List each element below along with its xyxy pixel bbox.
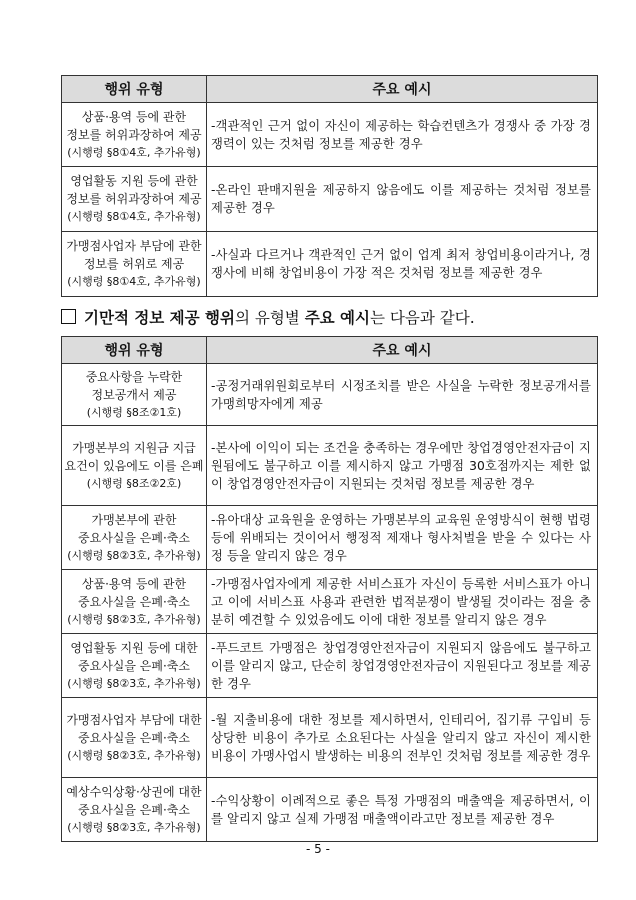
- example-cell: -사실과 다르거나 객관적인 근거 없이 업계 최저 창업비용이라거나, 경쟁사에 비해 창업비용이 가장 적은 것처럼 정보를 제공한 경우: [207, 232, 598, 297]
- type-cell: [62, 778, 207, 842]
- header-type: 행위 유형: [62, 337, 207, 364]
- type-line: 상품·용역 등에 관한: [81, 576, 187, 591]
- type-line: 가맹본부의 지원금 지급: [72, 440, 196, 455]
- type-ref: (시행령 §8①4호, 추가유형): [67, 210, 201, 223]
- type-ref: (시행령 §8②3호, 추가유형): [67, 612, 201, 626]
- type-ref: (시행령 §8①4호, 추가유형): [67, 275, 201, 288]
- heading-text-2: 는 다음과 같다.: [370, 309, 475, 327]
- example-cell: -유아대상 교육원을 운영하는 가맹본부의 교육원 운영방식이 현행 법령 등에 위배되는 것이어서 행정적 제재나 형사처벌을 받을 수 있다는 사정 등을 알리지 않은 경우: [207, 506, 598, 570]
- type-line: 중요사실을 은폐·축소: [78, 730, 190, 745]
- type-cell: [62, 364, 207, 426]
- type-ref: (시행령 §8②3호, 추가유형): [67, 548, 201, 562]
- table-row: [62, 426, 598, 506]
- type-line: 정보를 허위과장하여 제공: [66, 192, 202, 206]
- type-line: 가맹점사업자 부담에 대한: [66, 712, 202, 727]
- type-cell: [62, 232, 207, 297]
- type-cell: [62, 167, 207, 232]
- type-line: 중요사실을 은폐·축소: [78, 594, 190, 609]
- example-cell: -객관적인 근거 없이 자신이 제공하는 학습컨텐츠가 경쟁사 중 가장 경쟁력이 있는 것처럼 정보를 제공한 경우: [207, 103, 598, 167]
- type-ref: (시행령 §8②3호, 추가유형): [67, 676, 201, 690]
- header-example: 주요 예시: [207, 337, 598, 364]
- section-heading: [61, 306, 475, 328]
- table-row: [62, 103, 598, 167]
- type-line: 정보를 허위로 제공: [83, 257, 185, 271]
- type-ref: (시행령 §8②3호, 추가유형): [67, 748, 201, 762]
- heading-text-1: 의 유형별: [234, 309, 305, 327]
- type-line: 가맹본부에 관한: [91, 512, 177, 527]
- checkbox-square-icon: [61, 309, 76, 324]
- type-line: 영업활동 지원 등에 관한: [70, 174, 198, 188]
- table-row: [62, 167, 598, 232]
- heading-bold-2: 주요 예시: [304, 308, 370, 327]
- example-cell: -수익상황이 이례적으로 좋은 특정 가맹점의 매출액을 제공하면서, 이를 알리지 않고 실제 가맹점 매출액이라고만 정보를 제공한 경우: [207, 778, 598, 842]
- example-cell: -공정거래위원회로부터 시정조치를 받은 사실을 누락한 정보공개서를 가맹희망자에게 제공: [207, 364, 598, 426]
- example-cell: -온라인 판매지원을 제공하지 않음에도 이를 제공하는 것처럼 정보를 제공한 경우: [207, 167, 598, 232]
- table-2: [61, 336, 598, 842]
- type-cell: [62, 506, 207, 570]
- table-row: [62, 570, 598, 634]
- table-row: [62, 698, 598, 778]
- heading-bold-1: 기만적 정보 제공 행위: [84, 308, 235, 327]
- type-ref: (시행령 §8②3호, 추가유형): [67, 820, 201, 834]
- table-row: [62, 364, 598, 426]
- type-line: 상품·용역 등에 관한: [81, 109, 187, 124]
- type-cell: [62, 103, 207, 167]
- table-1: [61, 75, 598, 297]
- type-ref: (시행령 §8①4호, 추가유형): [67, 145, 201, 159]
- type-line: 중요사실을 은폐·축소: [78, 658, 190, 673]
- header-example: 주요 예시: [207, 76, 598, 103]
- page-number: - 5 -: [306, 842, 330, 856]
- table-row: [62, 232, 598, 297]
- table-row: [62, 506, 598, 570]
- header-type: 행위 유형: [62, 76, 207, 103]
- type-line: 예상수익상황·상권에 대한: [66, 784, 202, 799]
- type-line: 영업활동 지원 등에 대한: [70, 640, 198, 655]
- example-cell: -푸드코트 가맹점은 창업경영안전자금이 지원되지 않음에도 불구하고 이를 알리지 않고, 단순히 창업경영안전자금이 지원된다고 정보를 제공한 경우: [207, 634, 598, 698]
- type-ref: (시행령 §8조②1호): [86, 405, 182, 419]
- table-header-row: [62, 337, 598, 364]
- type-ref: (시행령 §8조②2호): [86, 476, 182, 490]
- table-row: [62, 634, 598, 698]
- type-line: 중요사실을 은폐·축소: [78, 802, 190, 817]
- type-cell: [62, 634, 207, 698]
- type-line: 정보공개서 제공: [91, 387, 177, 402]
- type-cell: [62, 570, 207, 634]
- type-line: 가맹점사업자 부담에 관한: [66, 239, 202, 253]
- type-line: 요건이 있음에도 이를 은폐: [64, 458, 204, 473]
- table-row: [62, 778, 598, 842]
- example-cell: -월 지출비용에 대한 정보를 제시하면서, 인테리어, 집기류 구입비 등 상당한 비용이 추가로 소요된다는 사실을 알리지 않고 자신이 제시한 비용이 가맹사업시 발생하는 비용의 전부인 것처럼 정보를 제공한 경우: [207, 698, 598, 778]
- type-line: 중요사항을 누락한: [85, 369, 183, 384]
- type-cell: [62, 426, 207, 506]
- type-cell: [62, 698, 207, 778]
- table-header-row: [62, 76, 598, 103]
- example-cell: -본사에 이익이 되는 조건을 충족하는 경우에만 창업경영안전자금이 지원됨에도 불구하고 이를 제시하지 않고 가맹점 30호점까지는 제한 없이 창업경영안전자금이 지원되는 것처럼 정보를 제공한 경우: [207, 426, 598, 506]
- example-cell: -가맹점사업자에게 제공한 서비스표가 자신이 등록한 서비스표가 아니고 이에 서비스표 사용과 관련한 법적분쟁이 발생될 것이라는 점을 충분히 예견할 수 있었음에도 이에 대한 정보를 알리지 않은 경우: [207, 570, 598, 634]
- type-line: 정보를 허위과장하여 제공: [66, 127, 202, 142]
- type-line: 중요사실을 은폐·축소: [78, 530, 190, 545]
